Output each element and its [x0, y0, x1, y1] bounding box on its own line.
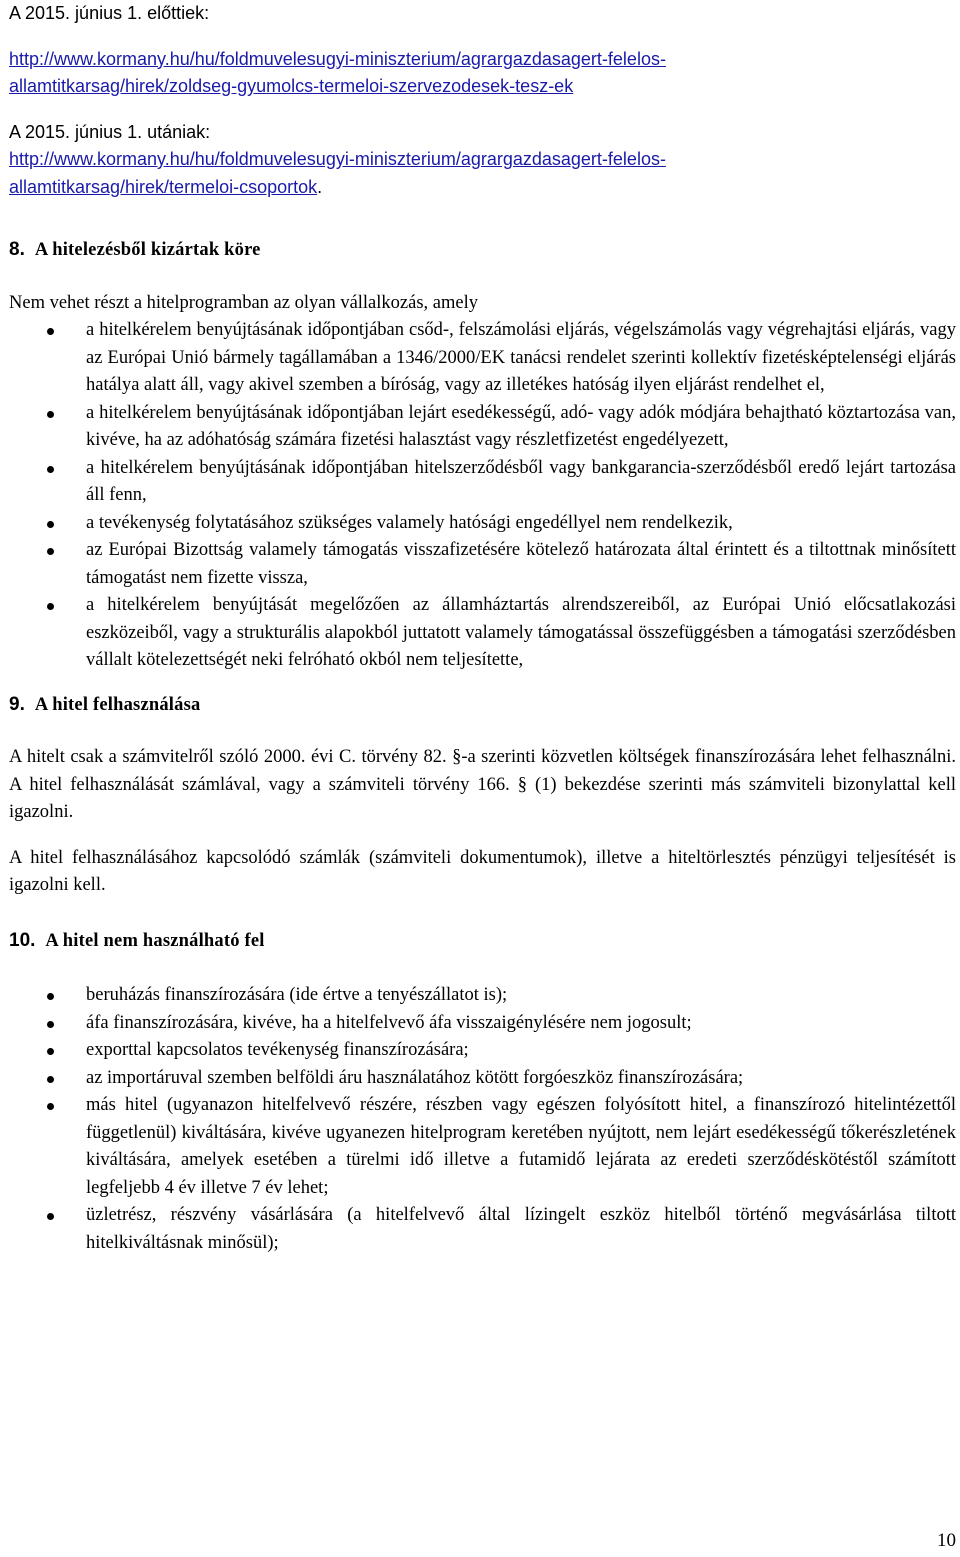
bullet-icon [47, 993, 54, 1000]
bullet-icon [47, 411, 54, 418]
page-number: 10 [937, 1530, 956, 1551]
list-item: a hitelkérelem benyújtásának időpontjában csőd-, felszámolási eljárás, végelszámolás vagy végrehajtási eljárás, vagy az Európai Unió bármely tagállamában a 1346/2000/EK tanácsi rendelet szerinti kollektív fizetésképtelenségi eljárás hatálya alatt áll, vagy akivel szemben a bíróság, vagy az illetékes hatóság ilyen eljárást rendelhet el, [9, 317, 956, 400]
section-8-list [9, 317, 956, 675]
bullet-icon [47, 1076, 54, 1083]
section-8-number: 8. [9, 239, 25, 260]
bullet-icon [47, 603, 54, 610]
section-8-lead: Nem vehet részt a hitelprogramban az olyan vállalkozás, amely [9, 292, 478, 313]
document-page [9, 0, 956, 1257]
intro-block [9, 0, 956, 201]
before-link-line-2[interactable]: allamtitkarsag/hirek/zoldseg-gyumolcs-termeloi-szervezodesek-tesz-ek [9, 76, 574, 96]
list-item: az importáruval szemben belföldi áru használatához kötött forgóeszköz finanszírozására; [9, 1065, 956, 1093]
section-10-number: 10. [9, 929, 36, 951]
section-8-heading [9, 235, 956, 265]
section-8 [9, 235, 956, 675]
section-9-number: 9. [9, 693, 25, 715]
list-item: a hitelkérelem benyújtását megelőzően az államháztartás alrendszereiből, az Európai Unió előcsatlakozási eszközeiből, vagy a strukturális alapokból juttatott valamely támogatással összefüggésben a támogatási szerződésben vállalt kötelezettségét neki felróható okból nem teljesítette, [9, 592, 956, 675]
after-link-line-2[interactable]: allamtitkarsag/hirek/termeloi-csoportok [9, 176, 318, 197]
section-10-heading [9, 926, 956, 956]
list-item: más hitel (ugyanazon hitelfelvevő részére, részben vagy egészen folyósított hitel, a finanszírozó hitelintézettől függetlenül) kiváltására, kivéve ugyanezen hitelprogram keretében nyújtott, nem lejárt esedékességű tőkerészletének kiváltására, amelyek esetében a türelmi idő illetve a futamidő lejárata az eredeti szerződéskötéstől számított legfeljebb 4 év illetve 7 év lehet; [9, 1092, 956, 1202]
after-label: A 2015. június 1. utániak: [9, 121, 211, 142]
list-item: exporttal kapcsolatos tevékenység finanszírozására; [9, 1037, 956, 1065]
section-8-title: A hitelezésből kizártak köre [34, 240, 261, 260]
after-link-line-1[interactable]: http://www.kormany.hu/hu/foldmuvelesugyi-miniszterium/agrargazdasagert-felelos- [9, 149, 666, 169]
list-item: a tevékenység folytatásához szükséges valamely hatósági engedéllyel nem rendelkezik, [9, 510, 956, 538]
list-item: áfa finanszírozására, kivéve, ha a hitelfelvevő áfa visszaigénylésére nem jogosult; [9, 1010, 956, 1038]
section-9-paragraph-2: A hitel felhasználásához kapcsolódó számlák (számviteli dokumentumok), illetve a hiteltörlesztés pénzügyi teljesítését is igazolni kell. [9, 847, 956, 895]
section-10 [9, 926, 956, 1258]
after-link-suffix: . [317, 176, 323, 197]
list-item: a hitelkérelem benyújtásának időpontjában hitelszerződésből vagy bankgarancia-szerződésből eredő lejárt tartozása áll fenn, [9, 455, 956, 510]
section-9-heading [9, 690, 956, 720]
section-9-paragraph-1: A hitelt csak a számvitelről szóló 2000. évi C. törvény 82. §-a szerinti közvetlen költségek finanszírozására lehet felhasználni. A hitel felhasználását számlával, vagy a számviteli törvény 166. § (1) bekezdése szerinti más számviteli bizonylattal kell igazolni. [9, 747, 956, 822]
section-10-list [9, 982, 956, 1257]
list-item: üzletrész, részvény vásárlására (a hitelfelvevő által lízingelt eszköz hitelből történő megvásárlása tiltott hitelkiváltásnak minősül); [9, 1202, 956, 1257]
bullet-icon [47, 328, 54, 335]
section-9 [9, 690, 956, 900]
before-label: A 2015. június 1. előttiek: [9, 3, 210, 23]
bullet-icon [47, 1021, 54, 1028]
list-item: az Európai Bizottság valamely támogatás visszafizetésére kötelező határozata által érintett és a tiltottnak minősített támogatást nem fizette vissza, [9, 537, 956, 592]
section-10-title: A hitel nem használható fel [45, 930, 265, 951]
bullet-icon [47, 548, 54, 555]
bullet-icon [47, 1048, 54, 1055]
bullet-icon [47, 466, 54, 473]
before-link-line-1[interactable]: http://www.kormany.hu/hu/foldmuvelesugyi-miniszterium/agrargazdasagert-felelos- [9, 48, 666, 69]
bullet-icon [47, 1103, 54, 1110]
list-item: beruházás finanszírozására (ide értve a tenyészállatot is); [9, 982, 956, 1010]
bullet-icon [47, 521, 54, 528]
section-9-title: A hitel felhasználása [34, 694, 201, 715]
list-item: a hitelkérelem benyújtásának időpontjában lejárt esedékességű, adó- vagy adók módjára behajtható köztartozása van, kivéve, ha az adóhatóság számára fizetési halasztást vagy részletfizetést engedélyezett, [9, 400, 956, 455]
bullet-icon [47, 1213, 54, 1220]
